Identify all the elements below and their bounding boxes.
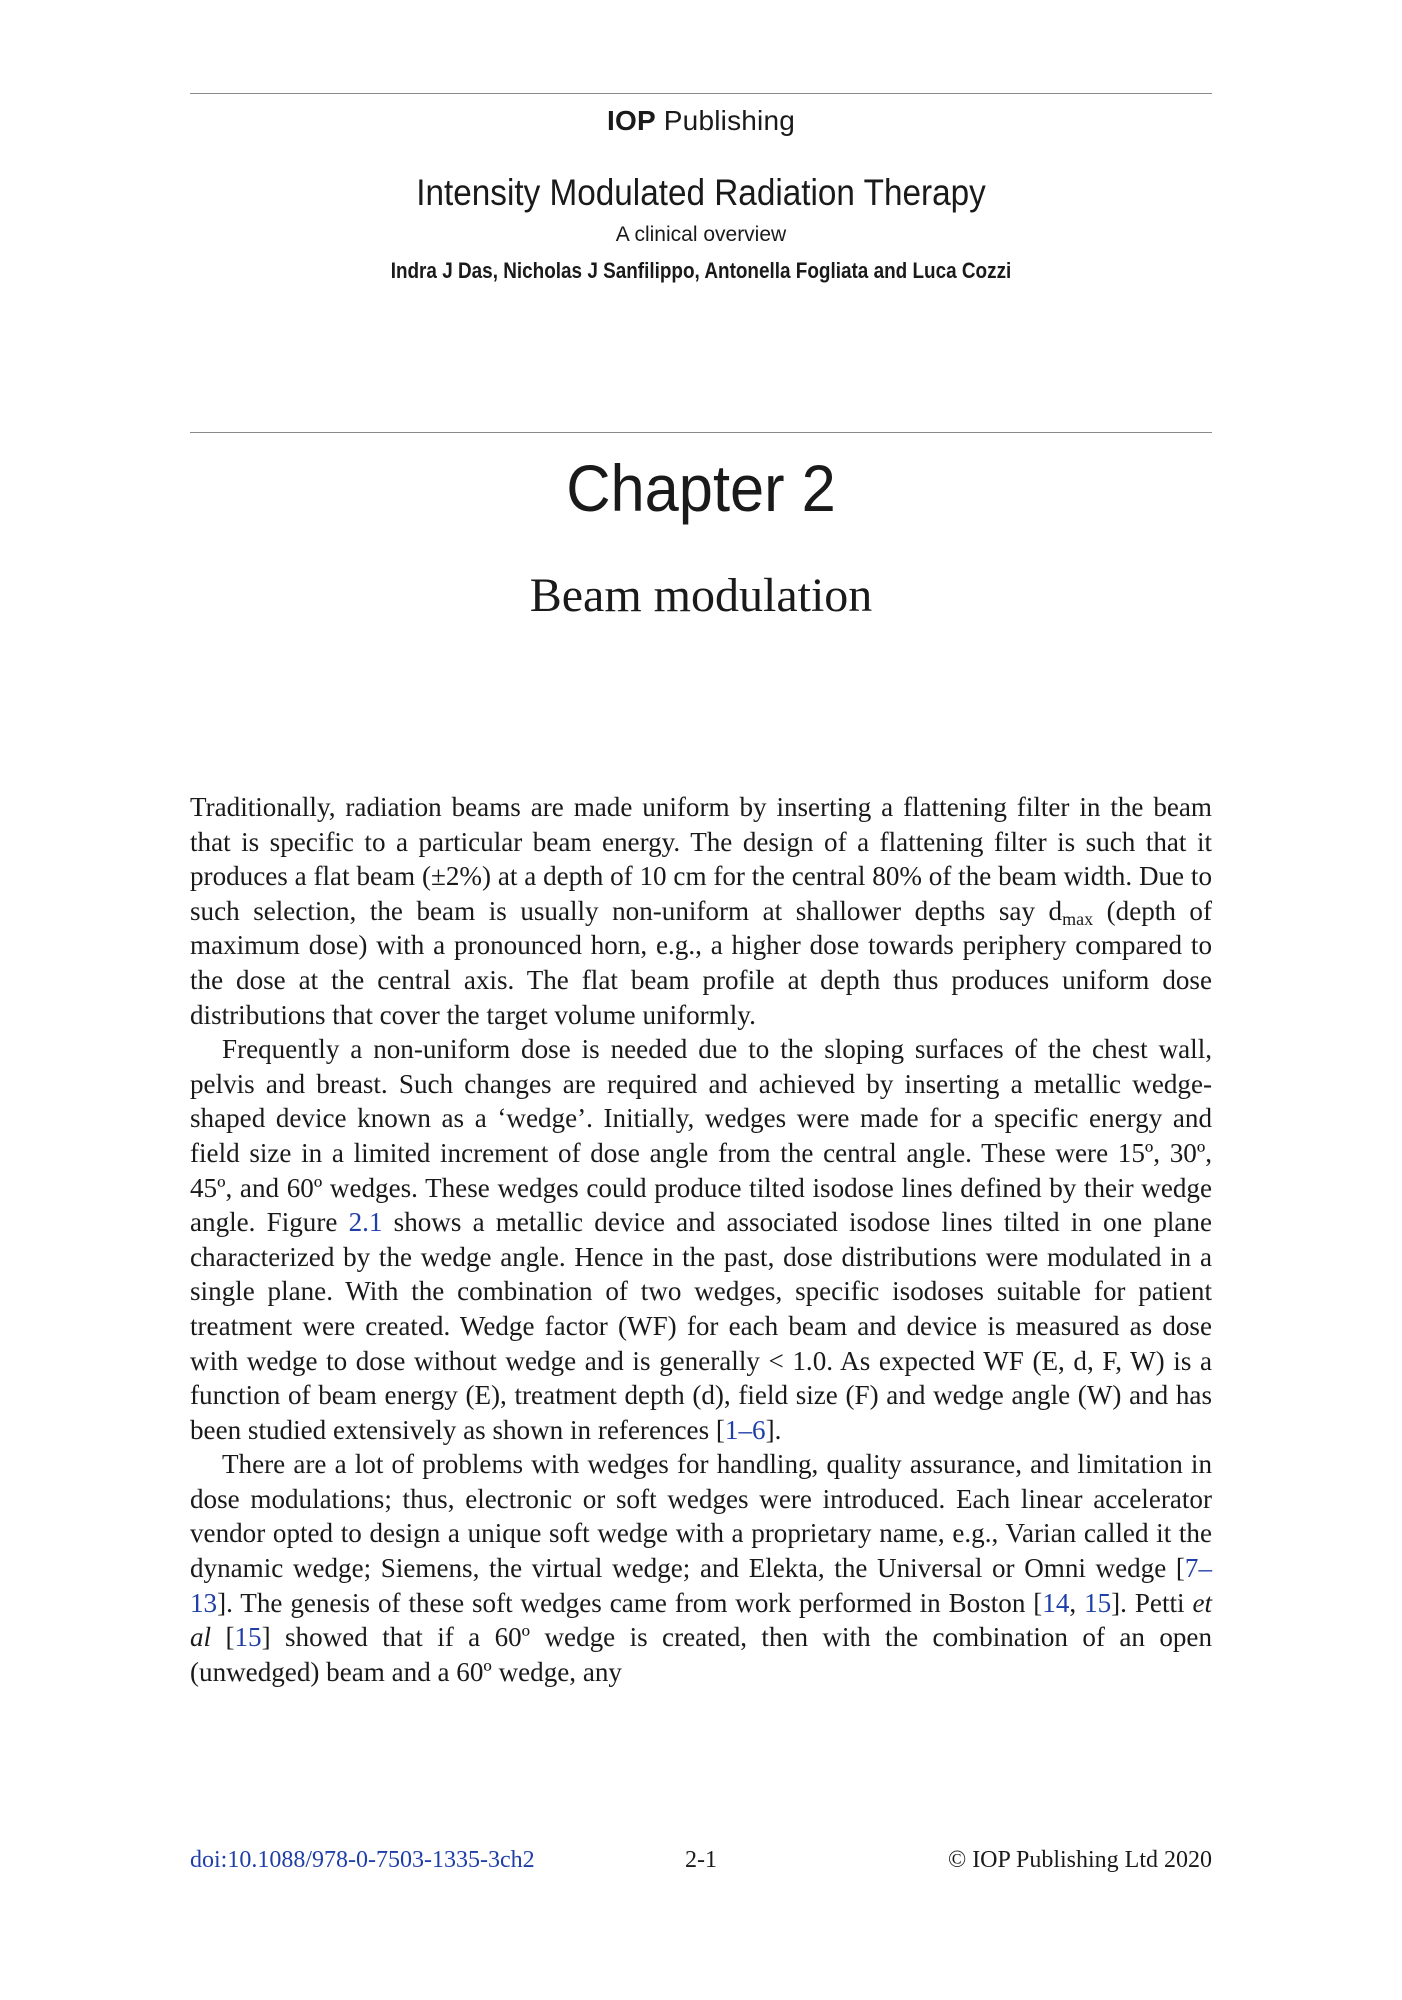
publisher-line — [190, 103, 1212, 139]
p2-text-b: shows a metallic device and associated isodose lines tilted in one plane characterized by the wedge angle. Hence in the past, dose distributions were modulated in a single plane. With the combination of two wedges, specific isodoses suitable for patient treatment were created. Wedge factor (WF) for each beam and device is measured as dose with wedge to dose without wedge and is generally < 1.0. As expected WF (E, d, F, W) is a function of beam energy (E), treatment depth (d), field size (F) and wedge angle (W) and has been studied extensively as shown in references [ — [190, 1207, 1212, 1445]
book-authors: Indra J Das, Nicholas J Sanfilippo, Antonella Fogliata and Luca Cozzi — [390, 258, 1012, 283]
chapter-rule — [190, 432, 1212, 433]
reference-link[interactable]: 1–6 — [724, 1414, 766, 1445]
paragraph-3 — [190, 1447, 1212, 1689]
reference-link[interactable]: 14 — [1042, 1587, 1070, 1618]
book-title: Intensity Modulated Radiation Therapy — [416, 172, 986, 213]
reference-link[interactable]: 15 — [1084, 1587, 1112, 1618]
p3-text-c: ]. Petti — [1111, 1587, 1193, 1618]
figure-link[interactable]: 2.1 — [348, 1207, 383, 1238]
p3-text-b: ]. The genesis of these soft wedges came from work performed in Boston [ — [217, 1587, 1043, 1618]
p3-text-a: There are a lot of problems with wedges for handling, quality assurance, and limitation in dose modulations; thus, electronic or soft wedges were introduced. Each linear accelerator vendor opted to design a unique soft wedge with a proprietary name, e.g., Varian called it the dynamic wedge; Siemens, the virtual wedge; and Elekta, the Universal or Omni wedge [ — [190, 1449, 1212, 1584]
footer-page-number: 2-1 — [685, 1847, 717, 1873]
p2-text-a: Frequently a non-uniform dose is needed due to the sloping surfaces of the chest wall, pelvis and breast. Such changes are required and achieved by inserting a metallic wedge-shaped device known as a ‘wedge’. Initially, wedges were made for a specific energy and field size in a limited increment of dose angle from the central angle. These were 15º, 30º, 45º, and 60º wedges. These wedges could produce tilted isodose lines defined by their wedge angle. Figure — [190, 1034, 1212, 1238]
p3-text-d: [ — [211, 1622, 235, 1653]
chapter-label: Chapter 2 — [566, 451, 836, 525]
footer-doi-link[interactable]: doi:10.1088/978-0-7503-1335-3ch2 — [190, 1847, 535, 1873]
book-subtitle: A clinical overview — [615, 223, 787, 246]
dmax-subscript: max — [1062, 908, 1094, 929]
p1-text-b: (depth of maximum dose) with a pronounced horn, e.g., a higher dose towards periphery compared to the dose at the central axis. The flat beam profile at depth thus produces uniform dose distributions that cover the target volume uniformly. — [190, 895, 1212, 1030]
chapter-title: Beam modulation — [529, 569, 873, 622]
publisher-name: Publishing — [655, 105, 796, 136]
p2-text-c: ]. — [765, 1414, 782, 1445]
p3-separator: , — [1069, 1587, 1085, 1618]
reference-link[interactable]: 15 — [234, 1622, 262, 1653]
body-text — [190, 790, 1212, 1689]
publisher-brand: IOP — [606, 105, 656, 136]
paragraph-2 — [190, 1032, 1212, 1447]
header-top-rule — [190, 93, 1212, 94]
p1-text-a: Traditionally, radiation beams are made uniform by inserting a flattening filter in the beam that is specific to a particular beam energy. The design of a flattening filter is such that it produces a flat beam (±2%) at a depth of 10 cm for the central 80% of the beam width. Due to such selection, the beam is usually non-uniform at shallower depths say d — [190, 792, 1212, 926]
et-al-italic: et al — [190, 1587, 1212, 1653]
paragraph-1 — [190, 790, 1212, 1032]
p3-text-e: ] showed that if a 60º wedge is created, then with the combination of an open (unwedged) beam and a 60º wedge, any — [190, 1622, 1212, 1687]
reference-link[interactable]: 7–13 — [190, 1553, 1212, 1618]
footer-copyright: © IOP Publishing Ltd 2020 — [947, 1847, 1212, 1873]
